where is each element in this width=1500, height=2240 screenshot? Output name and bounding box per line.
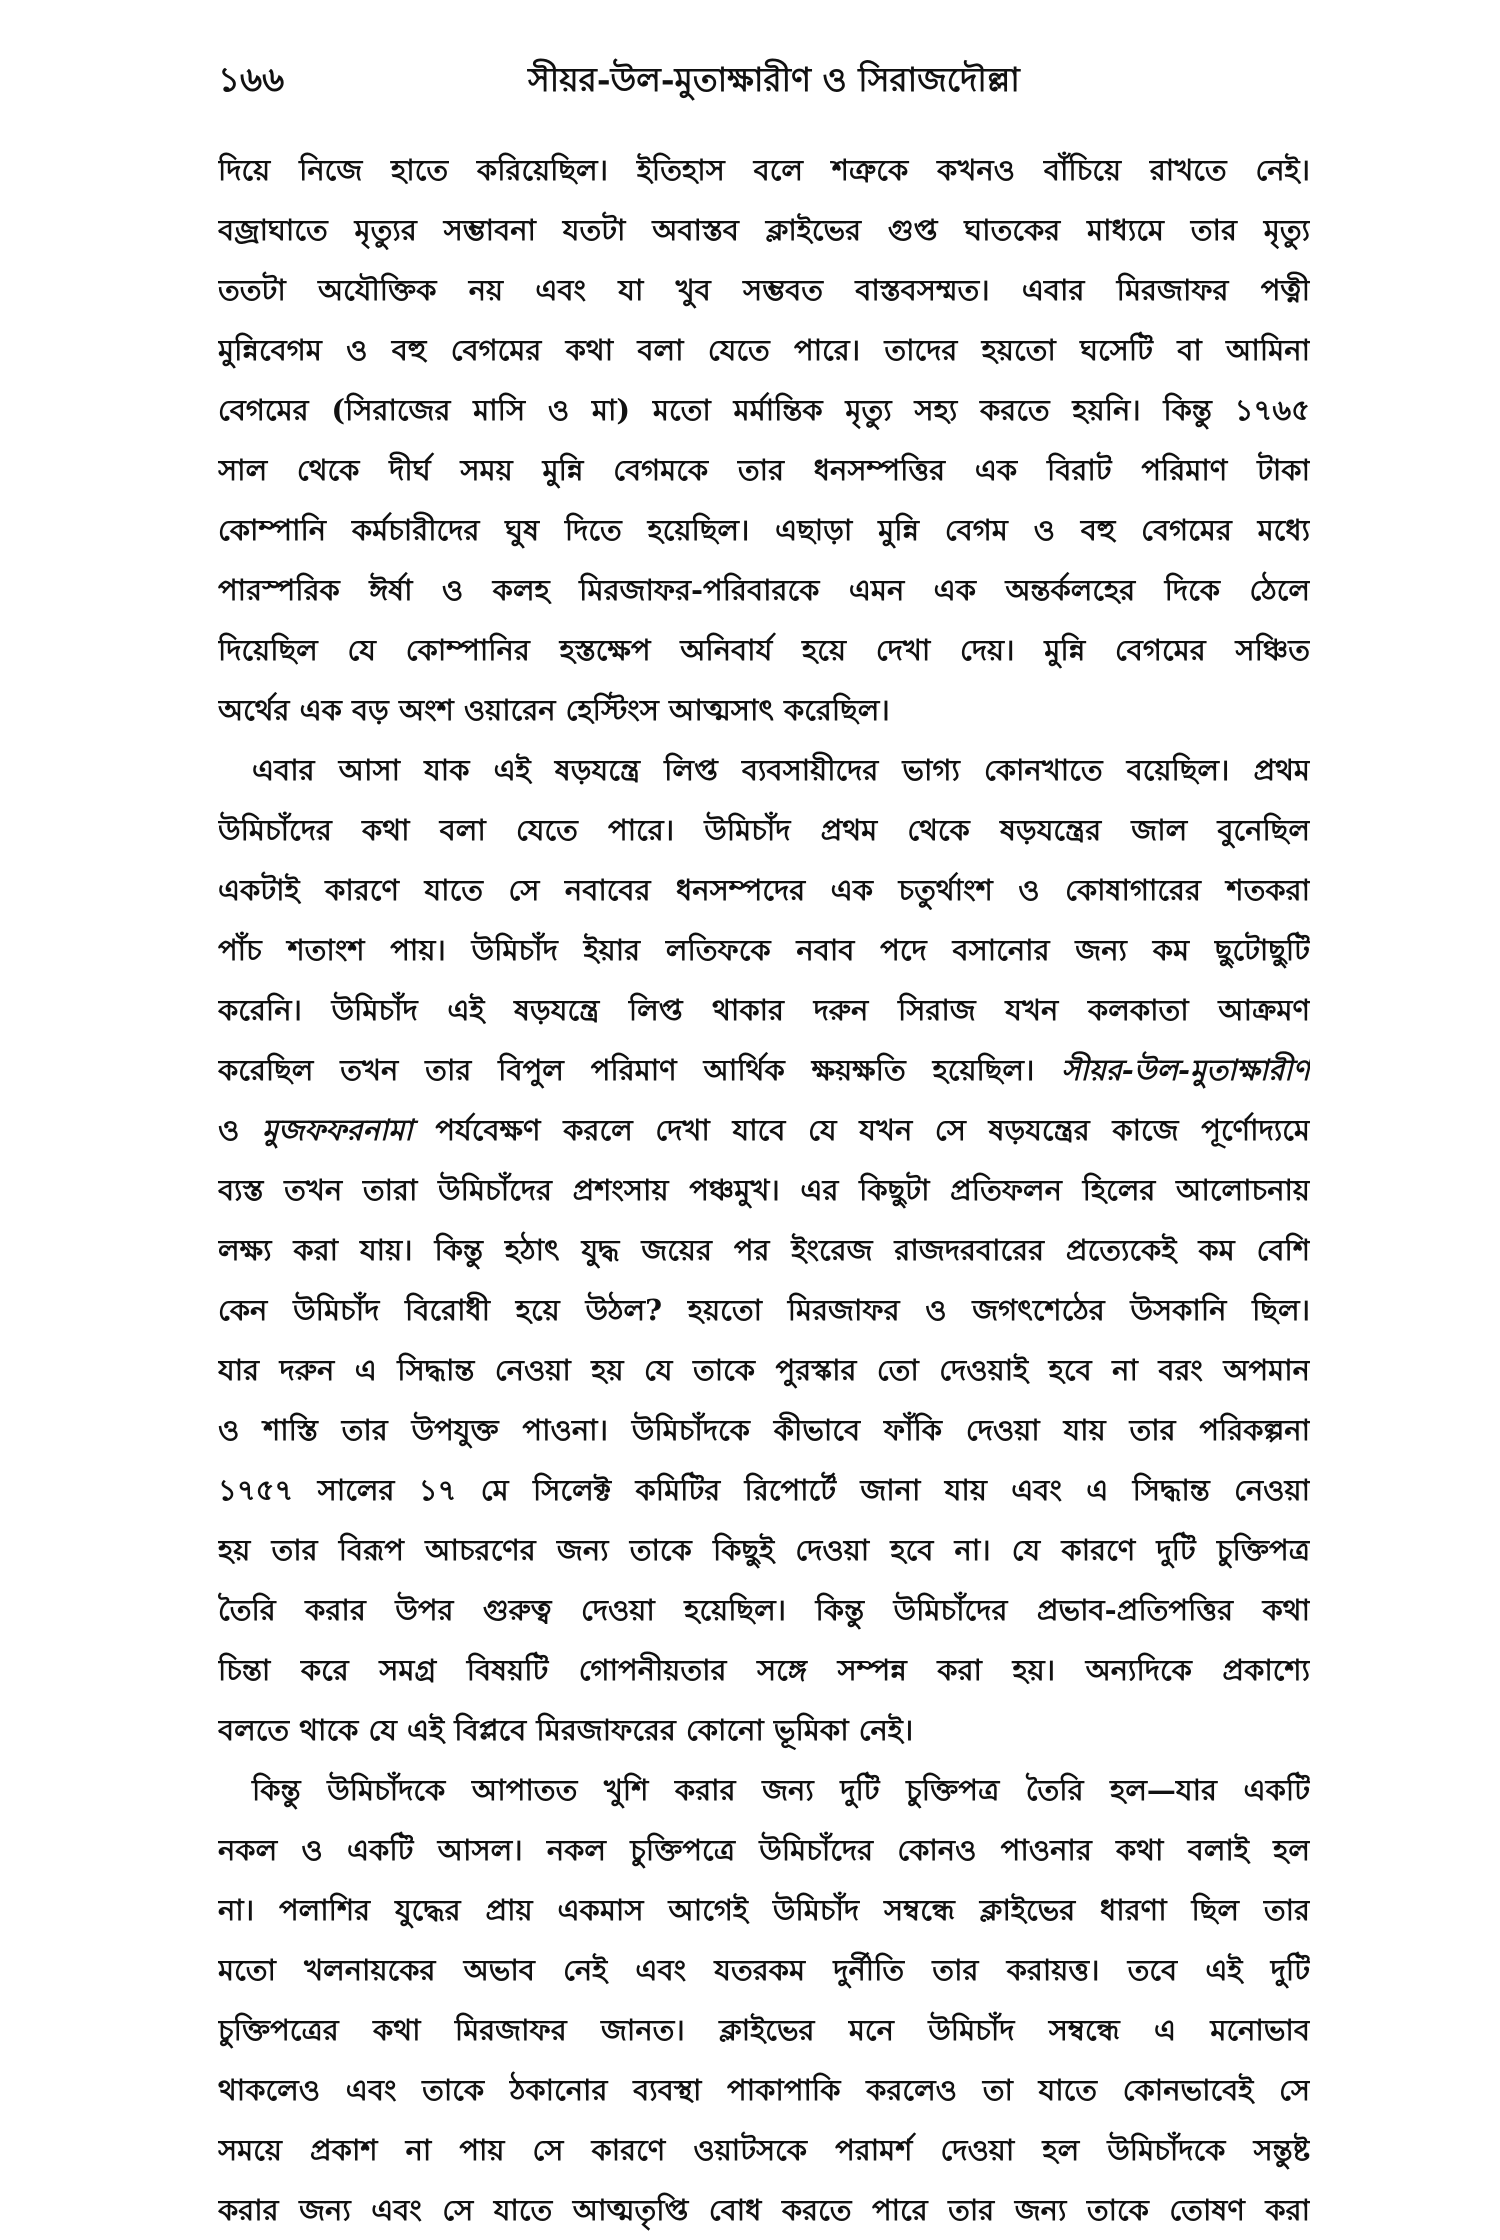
text-line: না। পলাশির যুদ্ধের প্রায় একমাস আগেই উমিচাঁদ সম্বন্ধে ক্লাইভের ধারণা ছিল তার [218,1893,1310,1927]
text-line: অর্থের এক বড় অংশ ওয়ারেন হেস্টিংস আত্মসাৎ করেছিল। [218,693,890,727]
text-segment: করেছিল তখন তার বিপুল পরিমাণ আর্থিক ক্ষয়ক্ষতি হয়েছিল। [218,1053,1035,1087]
text-line: এবার আসা যাক এই ষড়যন্ত্রে লিপ্ত ব্যবসায়ীদের ভাগ্য কোনখাতে বয়েছিল। প্রথম [252,753,1310,787]
text-line: ব্যস্ত তখন তারা উমিচাঁদের প্রশংসায় পঞ্চমুখ। এর কিছুটা প্রতিফলন হিলের আলোচনায় [218,1173,1310,1207]
text-line: থাকলেও এবং তাকে ঠকানোর ব্যবস্থা পাকাপাকি করলেও তা যাতে কোনভাবেই সে [218,2073,1310,2107]
text-line: যার দরুন এ সিদ্ধান্ত নেওয়া হয় যে তাকে পুরস্কার তো দেওয়াই হবে না বরং অপমান [218,1353,1310,1387]
text-segment: ও [218,1113,240,1147]
text-line: মুন্নিবেগম ও বহু বেগমের কথা বলা যেতে পারে। তাদের হয়তো ঘসেটি বা আমিনা [218,333,1310,367]
page-number: ১৬৬ [218,60,285,100]
text-line: উমিচাঁদের কথা বলা যেতে পারে। উমিচাঁদ প্রথম থেকে ষড়যন্ত্রের জাল বুনেছিল [218,813,1310,847]
paragraph-1 [218,140,1310,740]
text-line: বজ্রাঘাতে মৃত্যুর সম্ভাবনা যতটা অবাস্তব ক্লাইভের গুপ্ত ঘাতকের মাধ্যমে তার মৃত্যু [218,213,1310,247]
text-line: লক্ষ্য করা যায়। কিন্তু হঠাৎ যুদ্ধ জয়ের পর ইংরেজ রাজদরবারের প্রত্যেকেই কম বেশি [218,1233,1310,1267]
text-line: পারস্পরিক ঈর্ষা ও কলহ মিরজাফর-পরিবারকে এমন এক অন্তর্কলহের দিকে ঠেলে [218,573,1310,607]
paragraph-3 [218,1760,1310,2240]
text-line [218,1040,1310,1100]
text-line: বলতে থাকে যে এই বিপ্লবে মিরজাফরের কোনো ভূমিকা নেই। [218,1713,914,1747]
text-line: একটাই কারণে যাতে সে নবাবের ধনসম্পদের এক চতুর্থাংশ ও কোষাগারের শতকরা [218,873,1310,907]
text-line: বেগমের (সিরাজের মাসি ও মা) মতো মর্মান্তিক মৃত্যু সহ্য করতে হয়নি। কিন্তু ১৭৬৫ [218,393,1310,427]
text-line: চিন্তা করে সমগ্র বিষয়টি গোপনীয়তার সঙ্গে সম্পন্ন করা হয়। অন্যদিকে প্রকাশ্যে [218,1653,1310,1687]
text-line: হয় তার বিরূপ আচরণের জন্য তাকে কিছুই দেওয়া হবে না। যে কারণে দুটি চুক্তিপত্র [218,1533,1310,1567]
text-line: করার জন্য এবং সে যাতে আত্মতৃপ্তি বোধ করতে পারে তার জন্য তাকে তোষণ করা [218,2193,1310,2227]
text-line: কেন উমিচাঁদ বিরোধী হয়ে উঠল? হয়তো মিরজাফর ও জগৎশেঠের উসকানি ছিল। [218,1293,1310,1327]
body-text [218,140,1310,2240]
text-line: কোম্পানি কর্মচারীদের ঘুষ দিতে হয়েছিল। এছাড়া মুন্নি বেগম ও বহু বেগমের মধ্যে [218,513,1310,547]
text-line: চুক্তিপত্রের কথা মিরজাফর জানত। ক্লাইভের মনে উমিচাঁদ সম্বন্ধে এ মনোভাব [218,2013,1310,2047]
text-line: করেনি। উমিচাঁদ এই ষড়যন্ত্রে লিপ্ত থাকার দরুন সিরাজ যখন কলকাতা আক্রমণ [218,993,1310,1027]
page-header [218,50,1310,110]
text-line: দিয়েছিল যে কোম্পানির হস্তক্ষেপ অনিবার্য হয়ে দেখা দেয়। মুন্নি বেগমের সঞ্চিত [218,633,1310,667]
text-line: ১৭৫৭ সালের ১৭ মে সিলেক্ট কমিটির রিপোর্টে জানা যায় এবং এ সিদ্ধান্ত নেওয়া [218,1473,1310,1507]
book-title-italic: সীয়র-উল-মুতাক্ষারীণ [1061,1053,1310,1087]
text-line: কিন্তু উমিচাঁদকে আপাতত খুশি করার জন্য দুটি চুক্তিপত্র তৈরি হল—যার একটি [252,1773,1310,1807]
text-line [218,1100,1310,1160]
text-segment: পর্যবেক্ষণ করলে দেখা যাবে যে যখন সে ষড়যন্ত্রের কাজে পূর্ণোদ্যমে [435,1113,1310,1147]
text-line: ততটা অযৌক্তিক নয় এবং যা খুব সম্ভবত বাস্তবসম্মত। এবার মিরজাফর পত্নী [218,273,1310,307]
text-line: নকল ও একটি আসল। নকল চুক্তিপত্রে উমিচাঁদের কোনও পাওনার কথা বলাই হল [218,1833,1310,1867]
running-title: সীয়র-উল-মুতাক্ষারীণ ও সিরাজদৌল্লা [528,60,1020,99]
text-line: সাল থেকে দীর্ঘ সময় মুন্নি বেগমকে তার ধনসম্পত্তির এক বিরাট পরিমাণ টাকা [218,453,1310,487]
book-title-italic: মুজফফরনামা [262,1113,413,1147]
text-line: ও শাস্তি তার উপযুক্ত পাওনা। উমিচাঁদকে কীভাবে ফাঁকি দেওয়া যায় তার পরিকল্পনা [218,1413,1310,1447]
text-line: সময়ে প্রকাশ না পায় সে কারণে ওয়াটসকে পরামর্শ দেওয়া হল উমিচাঁদকে সন্তুষ্ট [218,2133,1310,2167]
paragraph-2 [218,740,1310,1760]
text-line: পাঁচ শতাংশ পায়। উমিচাঁদ ইয়ার লতিফকে নবাব পদে বসানোর জন্য কম ছুটোছুটি [218,933,1310,967]
text-line: মতো খলনায়কের অভাব নেই এবং যতরকম দুর্নীতি তার করায়ত্ত। তবে এই দুটি [218,1953,1310,1987]
text-line: তৈরি করার উপর গুরুত্ব দেওয়া হয়েছিল। কিন্তু উমিচাঁদের প্রভাব-প্রতিপত্তির কথা [218,1593,1310,1627]
text-line: দিয়ে নিজে হাতে করিয়েছিল। ইতিহাস বলে শত্রুকে কখনও বাঁচিয়ে রাখতে নেই। [218,153,1310,187]
